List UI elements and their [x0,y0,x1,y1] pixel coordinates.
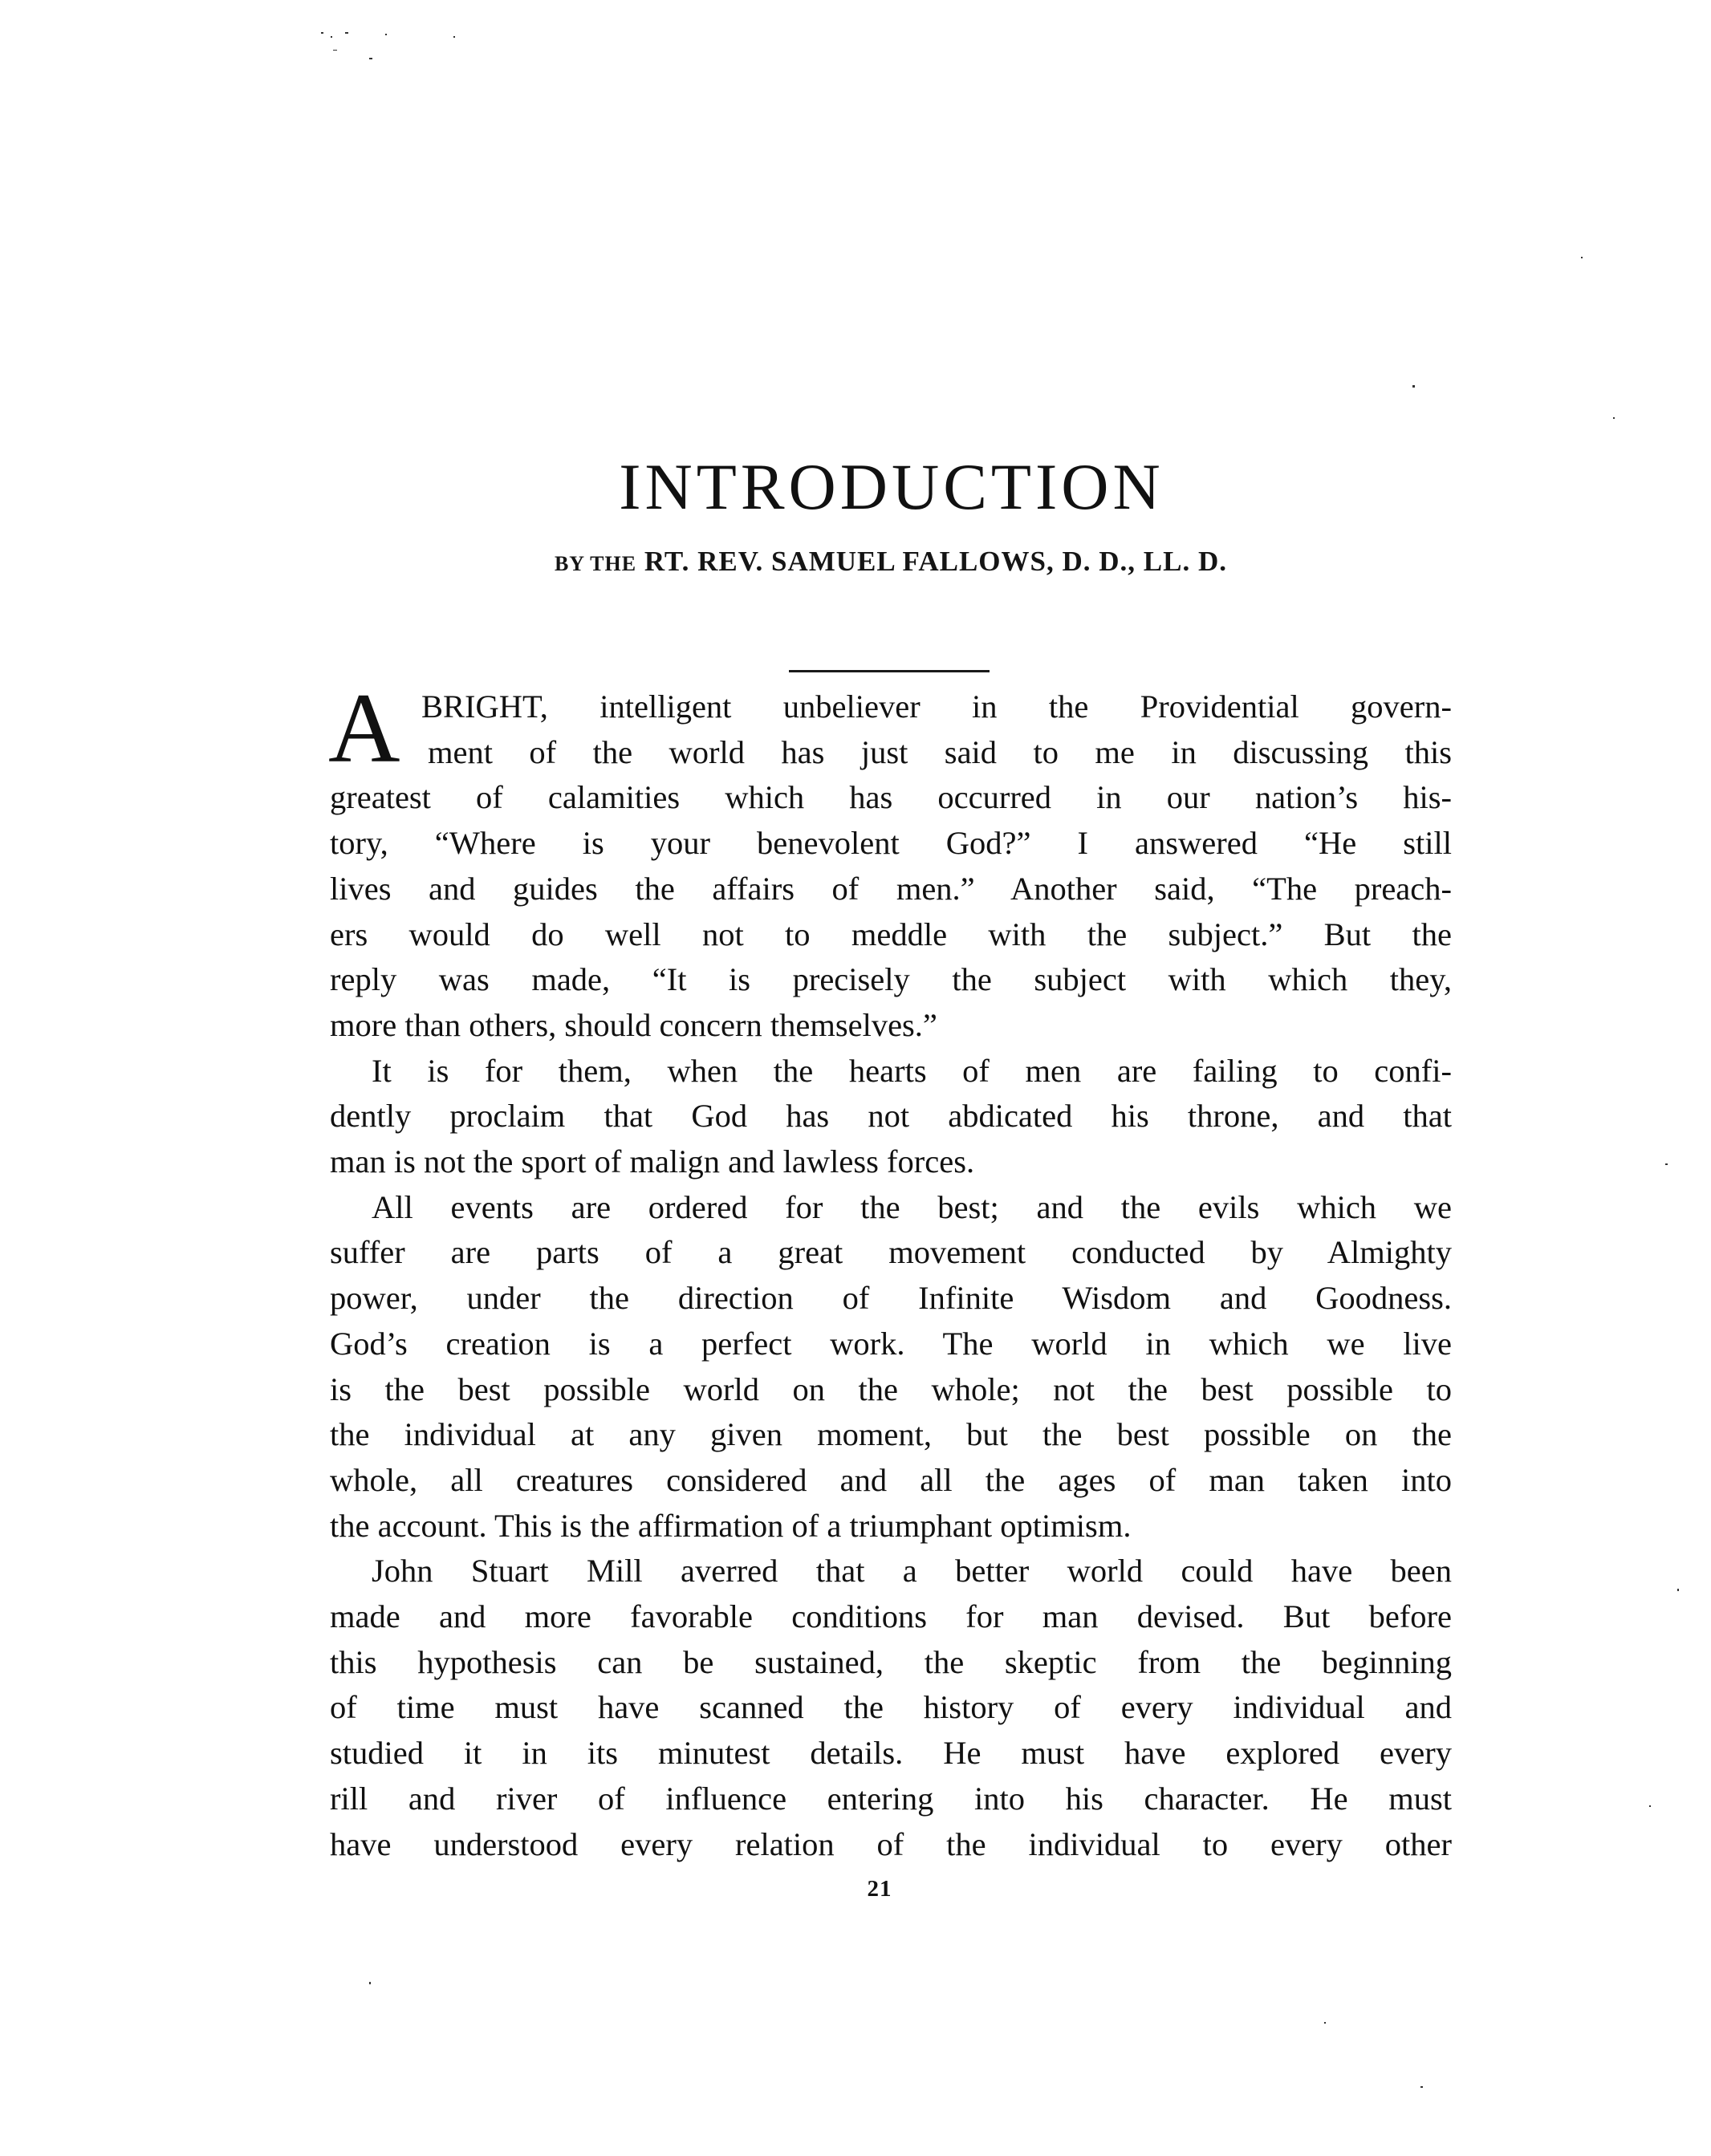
page-number: 21 [867,1876,892,1902]
text-line: All events are ordered for the best; and the evils which we [372,1188,1452,1225]
text-line: man is not the sport of malign and lawless forces. [330,1143,975,1180]
text-line: is the best possible world on the whole; not the best possible to [330,1370,1452,1407]
chapter-title: INTRODUCTION [619,450,1164,523]
text-line: BRIGHT, intelligent unbeliever in the Providential govern- [421,688,1452,725]
text-line: John Stuart Mill averred that a better world could have been [372,1553,1452,1590]
text-line: God’s creation is a perfect work. The world in which we live [330,1325,1452,1362]
text-line: tory, “Where is your benevolent God?” I answered “He still [330,825,1452,862]
text-line: reply was made, “It is precisely the subject with which they, [330,961,1452,998]
title-divider-rule [789,670,990,672]
text-line: greatest of calamities which has occurred in our nation’s his- [330,779,1452,816]
text-line: studied it in its minutest details. He must have explored every [330,1735,1452,1772]
text-line: lives and guides the affairs of men.” Another said, “The preach- [330,870,1452,907]
byline-author: RT. REV. SAMUEL FALLOWS, D. D., LL. D. [644,546,1228,577]
text-line: the individual at any given moment, but the best possible on the [330,1416,1452,1453]
text-line: suffer are parts of a great movement conducted by Almighty [330,1234,1452,1271]
text-line: It is for them, when the hearts of men are failing to confi- [372,1052,1452,1089]
text-line: more than others, should concern themselves.” [330,1006,937,1043]
text-line: dently proclaim that God has not abdicated his throne, and that [330,1098,1452,1135]
text-line: ment of the world has just said to me in discussing this [428,733,1452,770]
text-line: power, under the direction of Infinite Wisdom and Goodness. [330,1280,1452,1317]
text-line: ers would do well not to meddle with the subject.” But the [330,916,1452,952]
author-byline [0,546,1711,580]
text-line: of time must have scanned the history of every individual and [330,1689,1452,1726]
drop-cap-initial: A [328,673,400,783]
text-line: whole, all creatures considered and all the ages of man taken into [330,1461,1452,1498]
text-line: have understood every relation of the individual to every other [330,1825,1452,1862]
text-line: this hypothesis can be sustained, the skeptic from the beginning [330,1643,1452,1680]
byline-prefix: BY THE [554,552,637,575]
text-line: rill and river of influence entering into his character. He must [330,1780,1452,1817]
text-line: the account. This is the affirmation of a triumphant optimism. [330,1507,1132,1544]
text-line: made and more favorable conditions for man devised. But before [330,1598,1452,1634]
